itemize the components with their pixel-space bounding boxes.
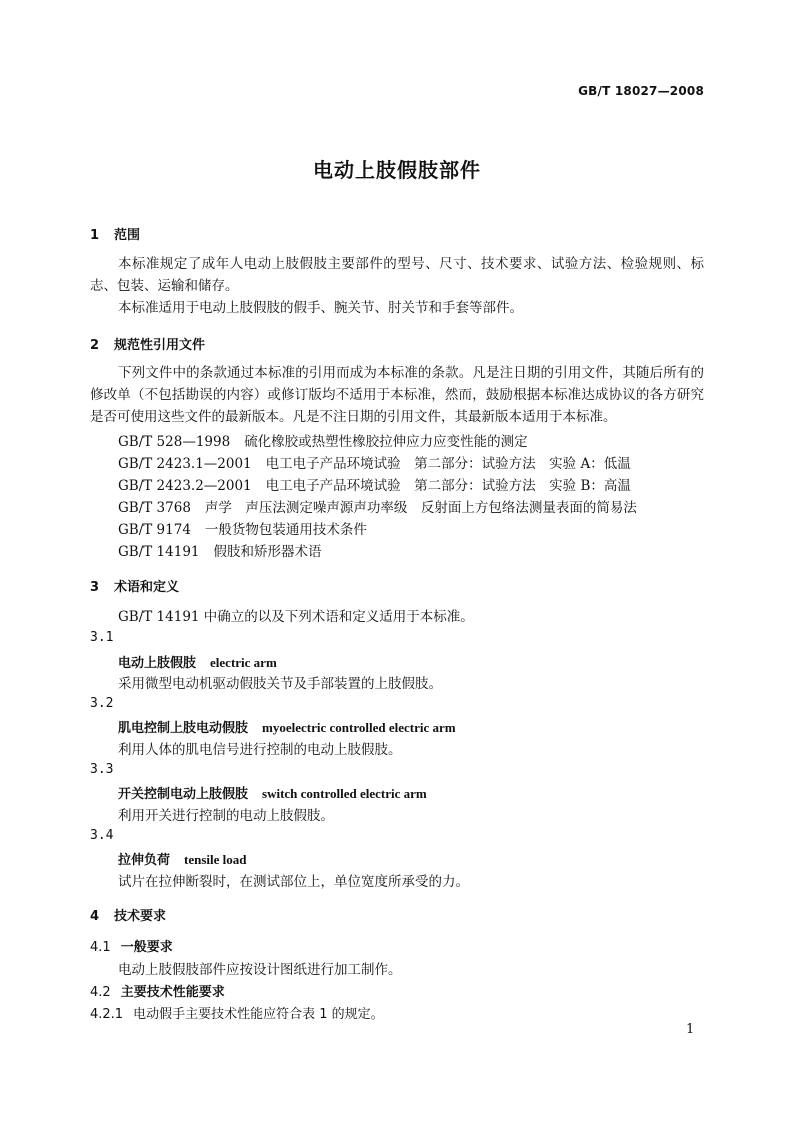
reference-code: GB/T 3768 [118,500,191,516]
section-number: 4 [90,909,100,924]
term-zh: 电动上肢假肢 [118,656,197,671]
reference-item [118,474,631,494]
reference-title: 电工电子产品环境试验 第二部分：试验方法 实验 B：高温 [265,478,631,494]
term-heading [118,717,456,736]
term-definition: 利用人体的肌电信号进行控制的电动上肢假肢。 [118,742,402,758]
reference-code: GB/T 9174 [118,522,191,538]
reference-code: GB/T 14191 [118,544,200,560]
reference-code: GB/T 528—1998 [118,434,231,450]
term-en: myoelectric controlled electric arm [262,720,456,735]
section-1-heading [90,224,140,243]
reference-title: 假肢和矫形器术语 [213,544,322,560]
term-number: 3.2 [90,696,114,711]
paragraph: 下列文件中的条款通过本标准的引用而成为本标准的条款。凡是注日期的引用文件，其随后所有的修改单（不包括勘误的内容）或修订版均不适用于本标准，然而，鼓励根据本标准达成协议的各方研究是否可使用这些文件的最新版本。凡是不注日期的引用文件，其最新版本适用于本标准。 [90,365,704,425]
term-heading [118,849,247,868]
subsection-4-1-text: 电动上肢假肢部件应按设计图纸进行加工制作。 [118,962,402,978]
standard-code: GB/T 18027—2008 [578,84,704,98]
section-1-body [90,253,704,319]
term-en: switch controlled electric arm [262,786,427,801]
page-number: 1 [686,1022,695,1037]
section-3-intro: GB/T 14191 中确立的以及下列术语和定义适用于本标准。 [118,609,474,625]
term-definition: 利用开关进行控制的电动上肢假肢。 [118,808,334,824]
reference-title: 一般货物包装通用技术条件 [204,522,367,538]
reference-title: 电工电子产品环境试验 第二部分：试验方法 实验 A：低温 [265,456,631,472]
reference-code: GB/T 2423.1—2001 [118,456,252,472]
section-title: 技术要求 [114,909,167,924]
reference-title: 声学 声压法测定噪声源声功率级 反射面上方包络法测量表面的简易法 [204,500,637,516]
term-number: 3.4 [90,828,114,843]
term-number: 3.3 [90,762,114,777]
clause-number: 4.2.1 [90,1007,124,1022]
document-title: 电动上肢假肢部件 [313,158,481,182]
subsection-title: 一般要求 [120,940,173,955]
reference-item [118,496,637,516]
subsection-title: 主要技术性能要求 [120,985,225,1000]
section-number: 2 [90,338,100,353]
term-definition: 采用微型电动机驱动假肢关节及手部装置的上肢假肢。 [118,676,442,692]
section-title: 范围 [114,228,141,243]
section-title: 术语和定义 [114,580,180,595]
reference-item [118,430,528,450]
reference-item [118,518,367,538]
term-zh: 开关控制电动上肢假肢 [118,787,249,802]
subsection-number: 4.2 [90,985,111,1000]
section-title: 规范性引用文件 [114,338,206,353]
term-en: tensile load [184,852,247,867]
subsection-4-2-heading [90,981,225,1000]
section-number: 1 [90,228,100,243]
term-en: electric arm [210,655,277,670]
reference-title: 硫化橡胶或热塑性橡胶拉伸应力应变性能的测定 [244,434,528,450]
reference-item [118,452,631,472]
term-heading [118,652,277,671]
section-3-heading [90,576,179,595]
term-heading [118,783,427,802]
clause-text: 电动假手主要技术性能应符合表 1 的规定。 [133,1007,384,1022]
subsection-number: 4.1 [90,940,111,955]
section-number: 3 [90,580,100,595]
term-zh: 肌电控制上肢电动假肢 [118,721,249,736]
term-definition: 试片在拉伸断裂时，在测试部位上，单位宽度所承受的力。 [118,874,469,890]
reference-item [118,540,322,560]
clause-4-2-1 [90,1003,384,1022]
paragraph: 本标准规定了成年人电动上肢假肢主要部件的型号、尺寸、技术要求、试验方法、检验规则、标志、包装、运输和储存。 [90,256,704,294]
section-2-body [90,362,704,428]
term-zh: 拉伸负荷 [118,853,171,868]
paragraph: 本标准适用于电动上肢假肢的假手、腕关节、肘关节和手套等部件。 [118,300,523,316]
term-number: 3.1 [90,630,114,645]
subsection-4-1-heading [90,936,173,955]
section-4-heading [90,905,166,924]
reference-code: GB/T 2423.2—2001 [118,478,252,494]
section-2-heading [90,334,205,353]
